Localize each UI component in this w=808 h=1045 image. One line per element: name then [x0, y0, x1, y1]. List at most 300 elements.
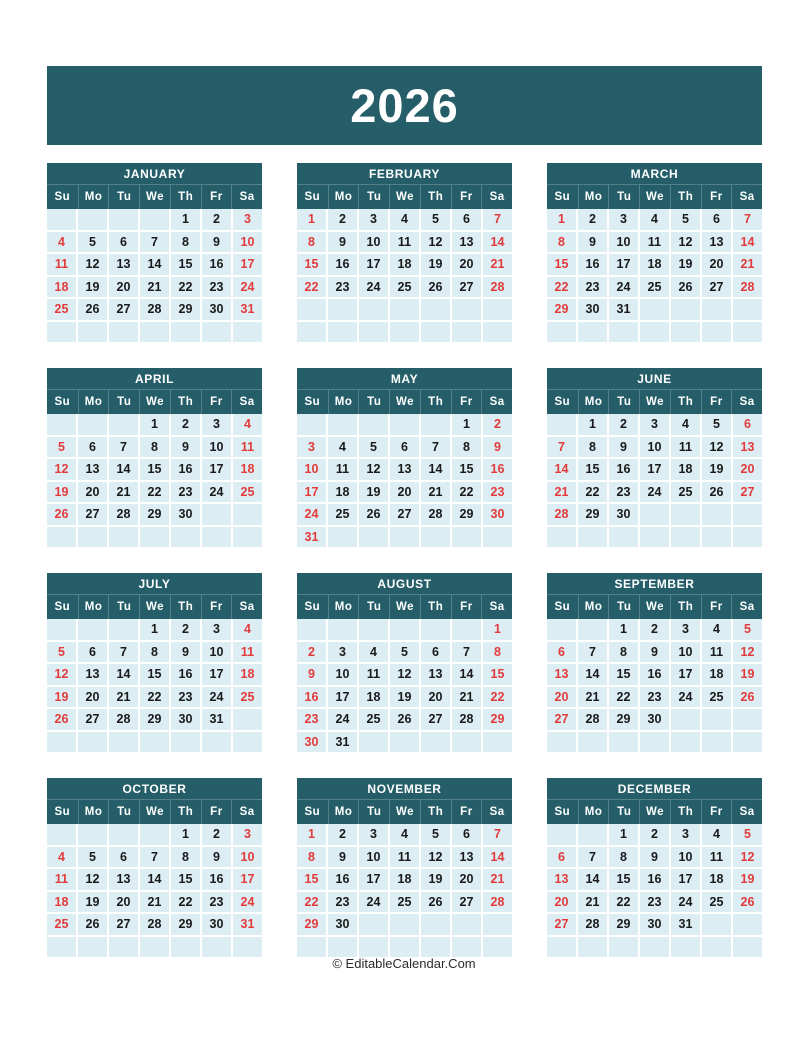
day-cell: 28 [452, 709, 481, 730]
day-cell: 28 [421, 504, 450, 525]
weekday-label: Sa [231, 390, 262, 414]
day-cell: 19 [78, 277, 107, 298]
empty-cell [233, 709, 262, 730]
day-cell: 18 [233, 459, 262, 480]
day-cell: 14 [547, 459, 576, 480]
day-cell: 20 [452, 869, 481, 890]
day-cell: 30 [297, 732, 326, 753]
empty-cell [297, 619, 326, 640]
empty-cell [640, 322, 669, 343]
day-cell: 12 [78, 869, 107, 890]
empty-cell [359, 937, 388, 958]
day-cell: 19 [359, 482, 388, 503]
empty-cell [109, 619, 138, 640]
empty-cell [547, 732, 576, 753]
day-cell: 25 [233, 482, 262, 503]
day-cell: 20 [702, 254, 731, 275]
weekday-label: Fr [201, 800, 232, 824]
day-cell: 20 [421, 687, 450, 708]
day-cell: 21 [578, 687, 607, 708]
day-cell: 20 [78, 687, 107, 708]
day-cell: 30 [328, 914, 357, 935]
empty-cell [390, 619, 419, 640]
weekday-label: We [389, 595, 420, 619]
day-cell: 24 [671, 892, 700, 913]
empty-cell [640, 299, 669, 320]
day-cell: 3 [359, 209, 388, 230]
day-cell: 11 [390, 232, 419, 253]
day-cell: 26 [702, 482, 731, 503]
day-cell: 15 [547, 254, 576, 275]
empty-cell [421, 414, 450, 435]
day-cell: 22 [140, 687, 169, 708]
empty-cell [452, 914, 481, 935]
empty-cell [202, 732, 231, 753]
day-cell: 11 [390, 847, 419, 868]
day-cell: 6 [702, 209, 731, 230]
day-cell: 14 [733, 232, 762, 253]
empty-cell [78, 937, 107, 958]
weekday-label: Su [304, 806, 321, 818]
empty-cell [328, 299, 357, 320]
empty-cell [47, 527, 76, 548]
empty-cell [202, 527, 231, 548]
day-cell: 11 [233, 437, 262, 458]
empty-cell [547, 824, 576, 845]
day-cell: 1 [547, 209, 576, 230]
weekday-label: Tu [108, 185, 139, 209]
weekday-label: Su [554, 601, 571, 613]
day-cell: 4 [390, 824, 419, 845]
day-cell: 29 [140, 709, 169, 730]
day-cell: 29 [578, 504, 607, 525]
weekday-header-row [297, 594, 512, 619]
day-cell: 6 [390, 437, 419, 458]
weekday-label: We [389, 800, 420, 824]
day-cell: 3 [297, 437, 326, 458]
empty-cell [359, 527, 388, 548]
empty-cell [578, 732, 607, 753]
day-cell: 9 [483, 437, 512, 458]
empty-cell [47, 209, 76, 230]
day-cell: 5 [421, 824, 450, 845]
month-title: NOVEMBER [297, 778, 512, 799]
day-cell: 16 [483, 459, 512, 480]
weekday-header-row [297, 184, 512, 209]
day-cell: 27 [733, 482, 762, 503]
weekday-label: Sa [231, 595, 262, 619]
day-cell: 2 [328, 824, 357, 845]
day-cell: 10 [609, 232, 638, 253]
empty-cell [671, 937, 700, 958]
weekday-label: Fr [701, 595, 732, 619]
day-cell: 23 [171, 687, 200, 708]
empty-cell [109, 527, 138, 548]
weekday-label: Su [54, 396, 71, 408]
month-title: MAY [297, 368, 512, 389]
day-cell: 17 [328, 687, 357, 708]
day-cell: 6 [78, 642, 107, 663]
day-cell: 25 [47, 914, 76, 935]
day-cell: 26 [47, 504, 76, 525]
empty-cell [578, 322, 607, 343]
weekday-label: Su [54, 601, 71, 613]
empty-cell [359, 619, 388, 640]
empty-cell [452, 322, 481, 343]
empty-cell [78, 322, 107, 343]
day-cell: 11 [328, 459, 357, 480]
day-cell: 31 [671, 914, 700, 935]
weekday-header-row [547, 389, 762, 414]
empty-cell [733, 322, 762, 343]
day-cell: 23 [483, 482, 512, 503]
day-cell: 19 [78, 892, 107, 913]
day-cell: 24 [359, 277, 388, 298]
empty-cell [421, 619, 450, 640]
day-cell: 16 [297, 687, 326, 708]
year-title: 2026 [350, 79, 459, 132]
day-cell: 8 [140, 437, 169, 458]
day-cell: 5 [359, 437, 388, 458]
weekday-label: Th [670, 185, 701, 209]
day-cell: 2 [328, 209, 357, 230]
weekday-label: Sa [481, 185, 512, 209]
weekday-label: Su [554, 396, 571, 408]
day-cell: 17 [202, 664, 231, 685]
empty-cell [140, 937, 169, 958]
weekday-header-row [47, 389, 262, 414]
month-title: JUNE [547, 368, 762, 389]
day-cell: 17 [359, 869, 388, 890]
day-cell: 29 [171, 299, 200, 320]
day-cell: 13 [547, 664, 576, 685]
day-cell: 6 [452, 824, 481, 845]
day-cell: 22 [452, 482, 481, 503]
month-july [47, 573, 262, 752]
day-cell: 13 [702, 232, 731, 253]
weeks-grid [547, 619, 762, 752]
day-cell: 27 [421, 709, 450, 730]
day-cell: 3 [233, 209, 262, 230]
weekday-label: Fr [701, 800, 732, 824]
day-cell: 25 [390, 277, 419, 298]
weekday-label: Su [304, 601, 321, 613]
weekday-label: Su [54, 806, 71, 818]
weekday-label: Su [304, 191, 321, 203]
day-cell: 19 [671, 254, 700, 275]
empty-cell [671, 299, 700, 320]
day-cell: 16 [640, 869, 669, 890]
day-cell: 29 [140, 504, 169, 525]
empty-cell [640, 527, 669, 548]
day-cell: 12 [671, 232, 700, 253]
day-cell: 9 [202, 847, 231, 868]
empty-cell [733, 709, 762, 730]
day-cell: 21 [109, 482, 138, 503]
empty-cell [109, 322, 138, 343]
empty-cell [171, 937, 200, 958]
weekday-label: Sa [481, 800, 512, 824]
month-october [47, 778, 262, 957]
empty-cell [733, 732, 762, 753]
day-cell: 10 [297, 459, 326, 480]
day-cell: 17 [640, 459, 669, 480]
month-title: JANUARY [47, 163, 262, 184]
day-cell: 26 [733, 892, 762, 913]
day-cell: 7 [547, 437, 576, 458]
empty-cell [140, 527, 169, 548]
day-cell: 28 [733, 277, 762, 298]
day-cell: 8 [297, 232, 326, 253]
day-cell: 3 [359, 824, 388, 845]
day-cell: 15 [609, 664, 638, 685]
day-cell: 4 [328, 437, 357, 458]
day-cell: 15 [609, 869, 638, 890]
weekday-label: Fr [451, 595, 482, 619]
day-cell: 11 [47, 254, 76, 275]
empty-cell [328, 527, 357, 548]
empty-cell [702, 299, 731, 320]
empty-cell [452, 299, 481, 320]
day-cell: 19 [702, 459, 731, 480]
day-cell: 30 [202, 914, 231, 935]
empty-cell [483, 914, 512, 935]
day-cell: 29 [297, 914, 326, 935]
day-cell: 20 [547, 687, 576, 708]
day-cell: 1 [297, 824, 326, 845]
day-cell: 16 [171, 664, 200, 685]
day-cell: 4 [233, 414, 262, 435]
day-cell: 17 [609, 254, 638, 275]
month-april [47, 368, 262, 547]
day-cell: 8 [547, 232, 576, 253]
day-cell: 14 [483, 232, 512, 253]
weekday-label: We [639, 185, 670, 209]
day-cell: 5 [733, 619, 762, 640]
day-cell: 4 [702, 619, 731, 640]
month-title: OCTOBER [47, 778, 262, 799]
day-cell: 1 [297, 209, 326, 230]
day-cell: 31 [328, 732, 357, 753]
day-cell: 10 [640, 437, 669, 458]
weekday-header-row [297, 799, 512, 824]
day-cell: 11 [702, 847, 731, 868]
day-cell: 23 [202, 277, 231, 298]
day-cell: 25 [359, 709, 388, 730]
weekday-label: Th [170, 800, 201, 824]
empty-cell [483, 299, 512, 320]
year-banner [47, 66, 762, 145]
day-cell: 11 [702, 642, 731, 663]
day-cell: 18 [47, 892, 76, 913]
weekday-label: We [639, 390, 670, 414]
day-cell: 23 [578, 277, 607, 298]
day-cell: 24 [297, 504, 326, 525]
weekday-label: Fr [201, 595, 232, 619]
weekday-header-row [547, 594, 762, 619]
day-cell: 12 [359, 459, 388, 480]
weekday-label: Th [670, 800, 701, 824]
weekday-label: Sa [731, 390, 762, 414]
empty-cell [452, 527, 481, 548]
day-cell: 4 [47, 232, 76, 253]
empty-cell [171, 732, 200, 753]
day-cell: 18 [640, 254, 669, 275]
empty-cell [328, 322, 357, 343]
day-cell: 12 [733, 847, 762, 868]
day-cell: 28 [547, 504, 576, 525]
day-cell: 9 [171, 437, 200, 458]
day-cell: 20 [452, 254, 481, 275]
empty-cell [547, 619, 576, 640]
day-cell: 21 [109, 687, 138, 708]
empty-cell [78, 414, 107, 435]
empty-cell [702, 527, 731, 548]
day-cell: 6 [733, 414, 762, 435]
empty-cell [233, 504, 262, 525]
day-cell: 9 [328, 847, 357, 868]
day-cell: 15 [140, 459, 169, 480]
day-cell: 23 [328, 892, 357, 913]
day-cell: 21 [452, 687, 481, 708]
day-cell: 17 [297, 482, 326, 503]
day-cell: 2 [171, 414, 200, 435]
day-cell: 8 [171, 847, 200, 868]
empty-cell [47, 322, 76, 343]
day-cell: 19 [47, 687, 76, 708]
day-cell: 30 [640, 709, 669, 730]
weekday-label: Su [54, 191, 71, 203]
day-cell: 14 [578, 869, 607, 890]
day-cell: 27 [390, 504, 419, 525]
weekday-label: Sa [731, 800, 762, 824]
day-cell: 22 [578, 482, 607, 503]
weekday-label: Tu [608, 595, 639, 619]
month-january [47, 163, 262, 342]
day-cell: 18 [233, 664, 262, 685]
weekday-label: Mo [78, 800, 109, 824]
day-cell: 12 [421, 847, 450, 868]
month-march [547, 163, 762, 342]
day-cell: 3 [671, 824, 700, 845]
day-cell: 7 [421, 437, 450, 458]
day-cell: 20 [733, 459, 762, 480]
day-cell: 24 [202, 482, 231, 503]
empty-cell [328, 937, 357, 958]
day-cell: 13 [547, 869, 576, 890]
day-cell: 11 [233, 642, 262, 663]
day-cell: 31 [202, 709, 231, 730]
day-cell: 29 [547, 299, 576, 320]
day-cell: 26 [47, 709, 76, 730]
day-cell: 16 [640, 664, 669, 685]
empty-cell [390, 414, 419, 435]
day-cell: 28 [109, 709, 138, 730]
day-cell: 10 [328, 664, 357, 685]
day-cell: 30 [609, 504, 638, 525]
day-cell: 18 [47, 277, 76, 298]
day-cell: 27 [109, 299, 138, 320]
day-cell: 7 [140, 232, 169, 253]
empty-cell [421, 914, 450, 935]
empty-cell [640, 732, 669, 753]
weekday-label: We [139, 185, 170, 209]
day-cell: 12 [390, 664, 419, 685]
day-cell: 6 [547, 642, 576, 663]
day-cell: 25 [640, 277, 669, 298]
weekday-label: Sa [481, 595, 512, 619]
day-cell: 27 [109, 914, 138, 935]
day-cell: 8 [452, 437, 481, 458]
empty-cell [78, 619, 107, 640]
empty-cell [140, 322, 169, 343]
months-grid [47, 163, 762, 957]
empty-cell [733, 937, 762, 958]
day-cell: 10 [359, 232, 388, 253]
day-cell: 24 [609, 277, 638, 298]
empty-cell [609, 732, 638, 753]
day-cell: 28 [140, 299, 169, 320]
empty-cell [547, 527, 576, 548]
day-cell: 20 [109, 892, 138, 913]
day-cell: 16 [328, 254, 357, 275]
empty-cell [297, 322, 326, 343]
weekday-label: Tu [358, 595, 389, 619]
day-cell: 13 [452, 232, 481, 253]
empty-cell [547, 414, 576, 435]
empty-cell [359, 322, 388, 343]
day-cell: 4 [47, 847, 76, 868]
day-cell: 14 [109, 664, 138, 685]
day-cell: 30 [578, 299, 607, 320]
day-cell: 7 [578, 642, 607, 663]
day-cell: 31 [233, 914, 262, 935]
day-cell: 20 [390, 482, 419, 503]
empty-cell [390, 914, 419, 935]
day-cell: 22 [140, 482, 169, 503]
day-cell: 10 [202, 642, 231, 663]
day-cell: 31 [297, 527, 326, 548]
day-cell: 3 [202, 619, 231, 640]
day-cell: 3 [671, 619, 700, 640]
empty-cell [328, 619, 357, 640]
day-cell: 15 [578, 459, 607, 480]
day-cell: 9 [328, 232, 357, 253]
day-cell: 23 [202, 892, 231, 913]
day-cell: 12 [78, 254, 107, 275]
empty-cell [297, 414, 326, 435]
day-cell: 27 [547, 709, 576, 730]
day-cell: 27 [702, 277, 731, 298]
weekday-label: Fr [451, 800, 482, 824]
empty-cell [702, 937, 731, 958]
weekday-label: We [139, 595, 170, 619]
day-cell: 28 [578, 914, 607, 935]
month-june [547, 368, 762, 547]
weekday-label: We [139, 800, 170, 824]
day-cell: 21 [578, 892, 607, 913]
day-cell: 19 [421, 254, 450, 275]
day-cell: 12 [47, 459, 76, 480]
empty-cell [733, 527, 762, 548]
day-cell: 21 [140, 892, 169, 913]
empty-cell [233, 732, 262, 753]
day-cell: 20 [109, 277, 138, 298]
empty-cell [202, 504, 231, 525]
day-cell: 26 [78, 299, 107, 320]
day-cell: 3 [233, 824, 262, 845]
empty-cell [140, 824, 169, 845]
